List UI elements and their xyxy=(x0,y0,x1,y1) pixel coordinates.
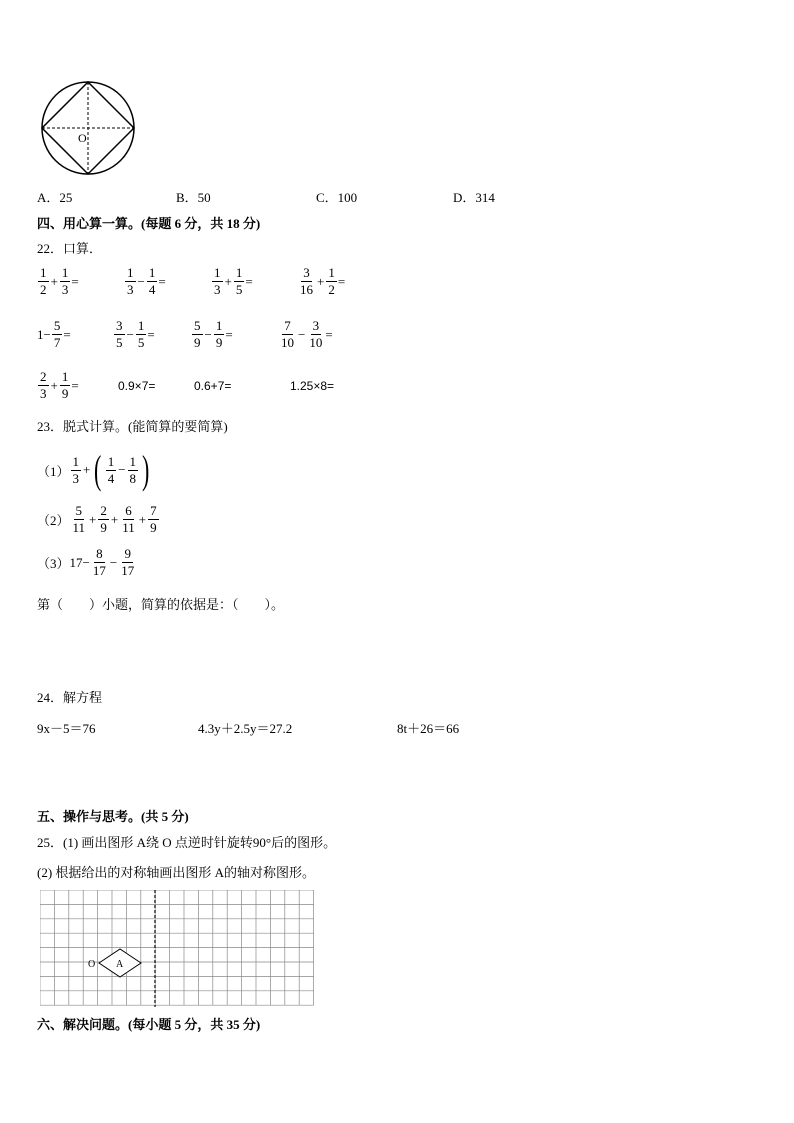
q22-item-4: $\frac{3}{16}$ + $\frac{1}{2}$ = xyxy=(300,265,346,297)
section6-title: 六、解决问题。(每小题 5 分，共 35 分) xyxy=(37,1017,261,1032)
q22-item-8: $\frac{7}{10}$ − $\frac{3}{10}$ = xyxy=(281,318,333,350)
center-label: O xyxy=(78,131,87,145)
choice-b: B．50 xyxy=(176,190,211,205)
q22-item-7: $\frac{5}{9}$ − $\frac{1}{9}$ = xyxy=(194,318,233,350)
point-o-label: O xyxy=(88,959,96,970)
q22-item-5: 1− $\frac{5}{7}$ = xyxy=(37,318,71,350)
grid-figure xyxy=(40,890,314,1008)
q24-title: 24．解方程 xyxy=(37,690,103,705)
q22-item-10: 0.9×7= xyxy=(118,379,156,393)
shape-a-label: A xyxy=(116,959,124,970)
q25-line-1: 25．(1) 画出图形 A绕 O 点逆时针旋转90°后的图形。 xyxy=(37,835,337,850)
q24-eq-2: 4.3y＋2.5y＝27.2 xyxy=(198,721,293,736)
q23-problem-2: （2） $\frac{5}{11}$ + $\frac{2}{9}$ + $\frac{6}{11}$ + $\frac{7}{9}$ xyxy=(37,503,157,535)
q22-title: 22．口算． xyxy=(37,241,103,256)
q23-problem-1: （1） $\frac{1}{3}$ + ( $\frac{1}{4}$ − $\frac{1}{8}$ ) xyxy=(37,447,150,492)
choice-a: A．25 xyxy=(37,190,73,205)
q22-item-2: $\frac{1}{3}$ − $\frac{1}{4}$ = xyxy=(127,265,166,297)
q25-line-2: (2) 根据给出的对称轴画出图形 A的轴对称图形。 xyxy=(37,865,316,880)
q22-item-6: $\frac{3}{5}$ − $\frac{1}{5}$ = xyxy=(116,318,155,350)
choice-d: D．314 xyxy=(453,190,495,205)
section5-title: 五、操作与思考。(共 5 分) xyxy=(37,809,189,824)
circle-square-figure xyxy=(38,80,138,176)
q22-item-9: $\frac{2}{3}$ + $\frac{1}{9}$ = xyxy=(40,369,79,401)
q23-title: 23．脱式计算。(能简算的要简算) xyxy=(37,419,228,434)
q22-item-12: 1.25×8= xyxy=(290,379,335,393)
q22-item-1: $\frac{1}{2}$ + $\frac{1}{3}$ = xyxy=(40,265,79,297)
q23-problem-3: （3） 17− $\frac{8}{17}$ − $\frac{9}{17}$ xyxy=(37,546,135,578)
q24-eq-3: 8t＋26＝66 xyxy=(397,721,460,736)
q22-item-11: 0.6+7= xyxy=(194,379,232,393)
q24-eq-1: 9x－5＝76 xyxy=(37,721,96,736)
q22-item-3: $\frac{1}{3}$ + $\frac{1}{5}$ = xyxy=(214,265,253,297)
q23-note: 第（ ）小题，简算的依据是：（ ）。 xyxy=(37,597,285,612)
choice-c: C．100 xyxy=(316,190,358,205)
section4-title: 四、用心算一算。(每题 6 分，共 18 分) xyxy=(37,216,261,231)
